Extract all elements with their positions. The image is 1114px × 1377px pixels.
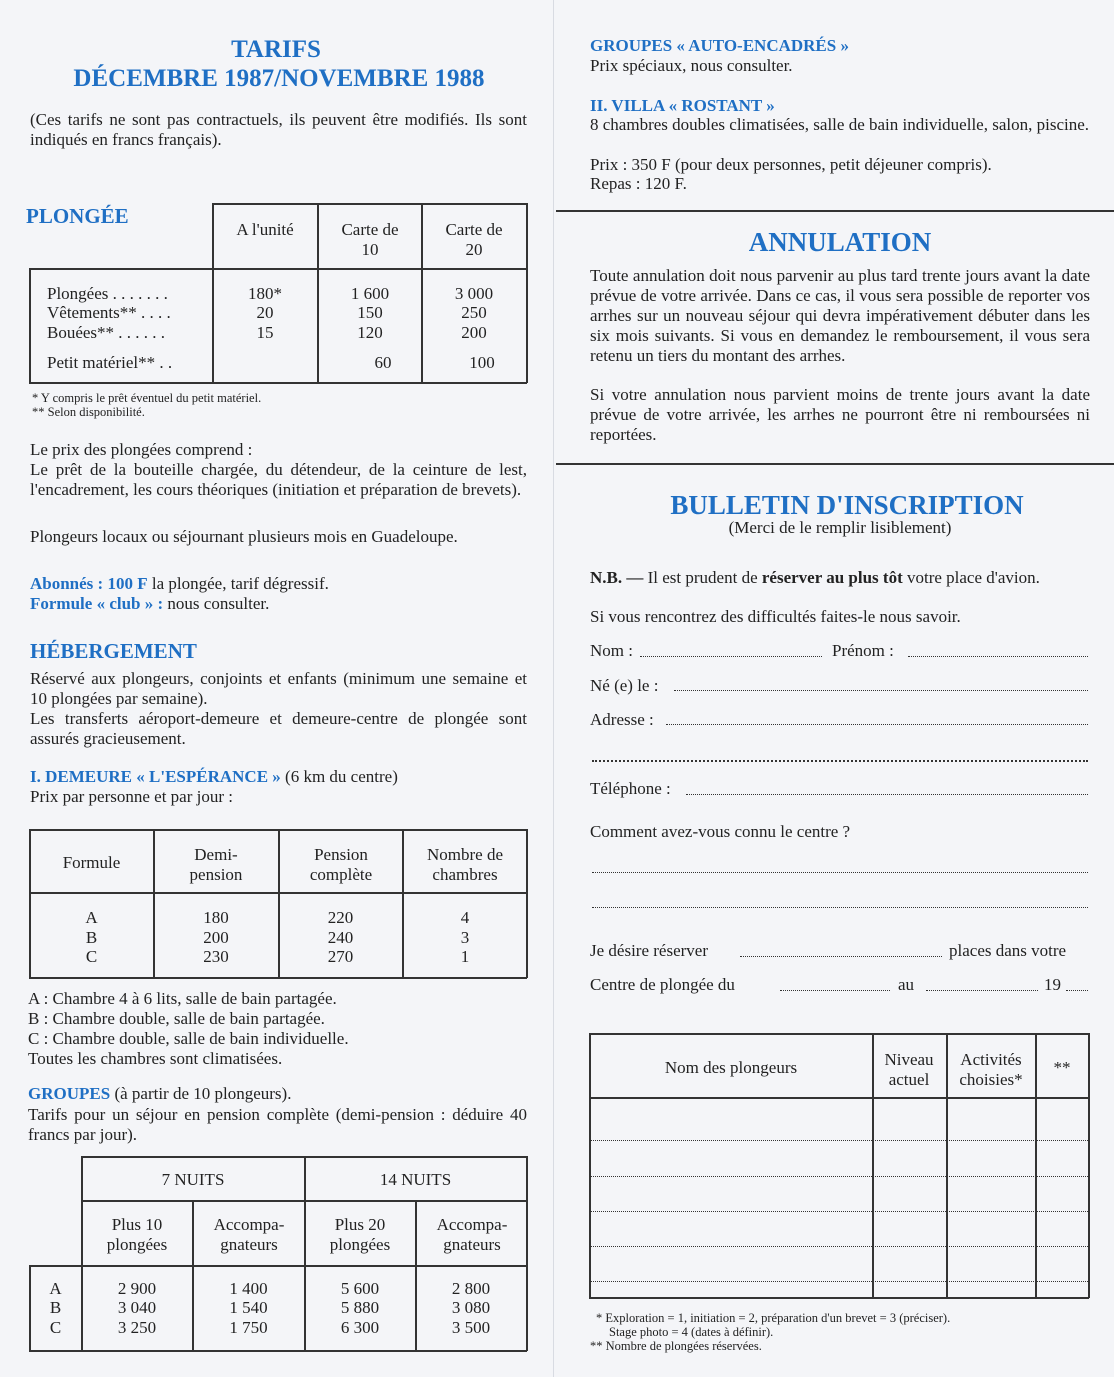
locaux-text: Plongeurs locaux ou séjournant plusieurs mois en Guadeloupe. [30,527,458,546]
nom-label: Nom : [590,641,633,660]
nom-field[interactable] [640,656,822,657]
prenom-field[interactable] [908,656,1088,657]
separator [556,463,1114,465]
formule-line [30,594,269,614]
title-dates: DÉCEMBRE 1987/NOVEMBRE 1988 [73,65,485,92]
plongee-note: * Y compris le prêt éventuel du petit matériel. [32,391,262,405]
groupes-cell: 5 600 [340,1279,380,1298]
demeure-cell: 220 [327,908,354,927]
groupes-cell: 2 800 [451,1279,491,1298]
groupes-cell: 1 400 [229,1279,268,1298]
groupes-col-7nuits: 7 NUITS [161,1170,225,1189]
groupes-label: GROUPES [28,1084,111,1103]
demeure-cell: 270 [327,947,354,966]
nb-label: N.B. — [590,568,644,587]
groupes-cell: 3 040 [117,1298,157,1317]
groupes-subcol: Plus 10 plongées [106,1215,168,1254]
plongee-cell: 150 [357,303,383,322]
demeure-text: (6 km du centre) [280,767,398,786]
abonnes-text: la plongée, tarif dégressif. [147,574,329,593]
plongee-col-unite: A l'unité [236,220,294,239]
villa-heading: II. VILLA « ROSTANT » [590,96,775,115]
plongee-cell: 120 [357,323,383,342]
groupes-cell: 3 080 [451,1298,491,1317]
separator [556,210,1114,212]
comment-field[interactable] [592,872,1088,873]
adresse-field-2[interactable] [592,760,1088,762]
nb-difficultes: Si vous rencontrez des difficultés faites-le nous savoir. [590,607,961,626]
nb-text: Il est prudent de [643,568,762,587]
demeure-cell: 4 [460,908,470,927]
annee-field[interactable] [1066,990,1088,991]
demeure-col-complete: Pension complète [309,845,373,884]
chambre-desc: A : Chambre 4 à 6 lits, salle de bain partagée. [28,989,337,1008]
date-debut-field[interactable] [780,990,890,991]
groupes-subcol: Plus 20 plongées [329,1215,391,1254]
footnote: ** Nombre de plongées réservées. [590,1339,762,1353]
groupes-cell: B [49,1298,62,1317]
plongee-row-label: Plongées . . . . . . . [47,284,168,303]
prenom-label: Prénom : [832,641,894,660]
groupes-cell: 5 880 [340,1298,380,1317]
annulation-text-2: Si votre annulation nous parvient moins de trente jours avant la date prévue de votre arrivée, les arrhes ne pourront être ni remboursées ni reportées. [590,385,1090,444]
plongeur-row[interactable] [590,1176,1088,1177]
plongee-row-label: Petit matériel** . . [47,353,173,372]
plongee-cell: 20 [256,303,274,322]
desire-label-2: places dans votre [949,941,1067,960]
comment-field-2[interactable] [592,907,1088,908]
annulation-text: Toute annulation doit nous parvenir au plus tard trente jours avant la date prévue de votre arrivée. Dans ce cas, il vous sera possible de reporter vos arrhes sur un nouveau séjour qui devra impérativement débuter dans les six mois suivants. Si vous en demandez le remboursement, il vous sera retenu un tiers du montant des arrhes. [590,266,1090,365]
groupes-cell: 1 540 [229,1298,268,1317]
plongee-cell: 1 600 [350,284,390,303]
villa-text: 8 chambres doubles climatisées, salle de bain individuelle, salon, piscine. [590,115,1090,134]
plongee-heading: PLONGÉE [26,204,129,228]
groupes-auto-heading: GROUPES « AUTO-ENCADRÉS » [590,36,849,55]
groupes-tarifs: Tarifs pour un séjour en pension complète (demi-pension : déduire 40 francs par jour). [28,1105,527,1144]
plongee-cell: 200 [461,323,487,342]
nb-bold: réserver au plus tôt [761,568,903,587]
annee-label: 19 [1044,975,1061,994]
title-tarifs: TARIFS [231,36,321,63]
transferts-text: Les transferts aéroport-demeure et demeure-centre de plongée sont assurés gracieusement. [30,709,527,748]
villa-prix: Prix : 350 F (pour deux personnes, petit déjeuner compris). [590,155,992,174]
groupes-subcol: Accompa-gnateurs [213,1215,285,1254]
comprend-title: Le prix des plongées comprend : [30,440,253,459]
demeure-cell: A [85,908,98,927]
plongee-cell: 3 000 [454,284,494,303]
centre-label: Centre de plongée du [590,975,735,994]
hebergement-text: Réservé aux plongeurs, conjoints et enfants (minimum une semaine et 10 plongées par semaine). [30,669,527,708]
telephone-field[interactable] [686,794,1088,795]
chambre-desc: Toutes les chambres sont climatisées. [28,1049,283,1068]
plongeurs-col-niveau: Niveau actuel [884,1050,934,1089]
plongeurs-col-activites: Activités choisies* [959,1050,1023,1089]
groupes-line [28,1084,291,1104]
footnote: * Exploration = 1, initiation = 2, préparation d'un brevet = 3 (préciser). [596,1311,951,1325]
groupes-cell: 3 250 [117,1318,157,1337]
plongeur-row[interactable] [590,1281,1088,1282]
plongeurs-col-nombre: ** [1053,1058,1071,1077]
page-fold [553,0,554,1377]
date-fin-field[interactable] [926,990,1038,991]
plongee-cell: 100 [469,353,495,372]
plongeur-row[interactable] [590,1140,1088,1141]
groupes-auto-text: Prix spéciaux, nous consulter. [590,56,793,75]
places-field[interactable] [740,956,942,957]
demeure-cell: C [85,947,98,966]
bulletin-heading: BULLETIN D'INSCRIPTION [670,490,1024,520]
demeure-cell: 200 [203,928,229,947]
adresse-field[interactable] [666,724,1088,725]
plongee-note: ** Selon disponibilité. [32,405,145,419]
villa-repas: Repas : 120 F. [590,174,687,193]
demeure-cell: 180 [203,908,229,927]
groupes-cell: 2 900 [117,1279,157,1298]
groupes-col-14nuits: 14 NUITS [379,1170,452,1189]
chambre-desc: B : Chambre double, salle de bain partagée. [28,1009,325,1028]
demeure-col-demi: Demi-pension [189,845,243,884]
footnote: Stage photo = 4 (dates à définir). [609,1325,774,1339]
bulletin-subtitle: (Merci de le remplir lisiblement) [728,518,952,537]
chambre-desc: C : Chambre double, salle de bain individuelle. [28,1029,349,1048]
plongeur-row[interactable] [590,1211,1088,1212]
plongee-col-carte10: Carte de 10 [341,220,399,259]
au-label: au [898,975,915,994]
comprend-text: Le prêt de la bouteille chargée, du détendeur, de la ceinture de lest, l'encadrement, les cours théoriques (initiation et préparation de brevets). [30,460,527,499]
demeure-cell: B [85,928,98,947]
groupes-cell: A [49,1279,62,1298]
groupes-cell: 1 750 [229,1318,268,1337]
nb-paragraph [590,568,1090,588]
demeure-col-formule: Formule [62,853,121,872]
abonnes-line [30,574,329,594]
ne-label: Né (e) le : [590,676,659,695]
demeure-label: I. DEMEURE « L'ESPÉRANCE » [30,767,281,786]
plongee-cell: 180* [248,284,282,303]
demeure-cell: 1 [460,947,470,966]
formule-text: nous consulter. [163,594,270,613]
demeure-cell: 3 [460,928,470,947]
plongee-cell: 250 [461,303,487,322]
plongee-row-label: Bouées** . . . . . . [47,323,166,342]
demeure-col-chambres: Nombre de chambres [426,845,503,884]
plongee-col-carte20: Carte de 20 [445,220,503,259]
groupes-cell: 6 300 [340,1318,380,1337]
groupes-cell: 3 500 [451,1318,491,1337]
intro-text: (Ces tarifs ne sont pas contractuels, ils peuvent être modifiés. Ils sont indiqués en francs français). [30,110,527,149]
demeure-line [30,767,398,787]
groupes-cell: C [49,1318,62,1337]
groupes-subcol: Accompa-gnateurs [436,1215,508,1254]
groupes-text: (à partir de 10 plongeurs). [110,1084,292,1103]
hebergement-heading: HÉBERGEMENT [30,639,197,663]
prix-par-personne: Prix par personne et par jour : [30,787,233,806]
demeure-cell: 240 [327,928,354,947]
plongeur-row[interactable] [590,1246,1088,1247]
formule-label: Formule « club » : [30,594,164,613]
plongee-row-label: Vêtements** . . . . [47,303,171,322]
plongeurs-col-nom: Nom des plongeurs [664,1058,798,1077]
date-naissance-field[interactable] [674,690,1088,691]
adresse-label: Adresse : [590,710,654,729]
comment-label: Comment avez-vous connu le centre ? [590,822,851,841]
demeure-cell: 230 [203,947,229,966]
abonnes-label: Abonnés : 100 F [30,574,148,593]
nb-text: votre place d'avion. [902,568,1040,587]
plongee-cell: 60 [374,353,392,372]
telephone-label: Téléphone : [590,779,671,798]
plongee-cell: 15 [256,323,274,342]
desire-label: Je désire réserver [590,941,708,960]
annulation-heading: ANNULATION [748,227,932,257]
